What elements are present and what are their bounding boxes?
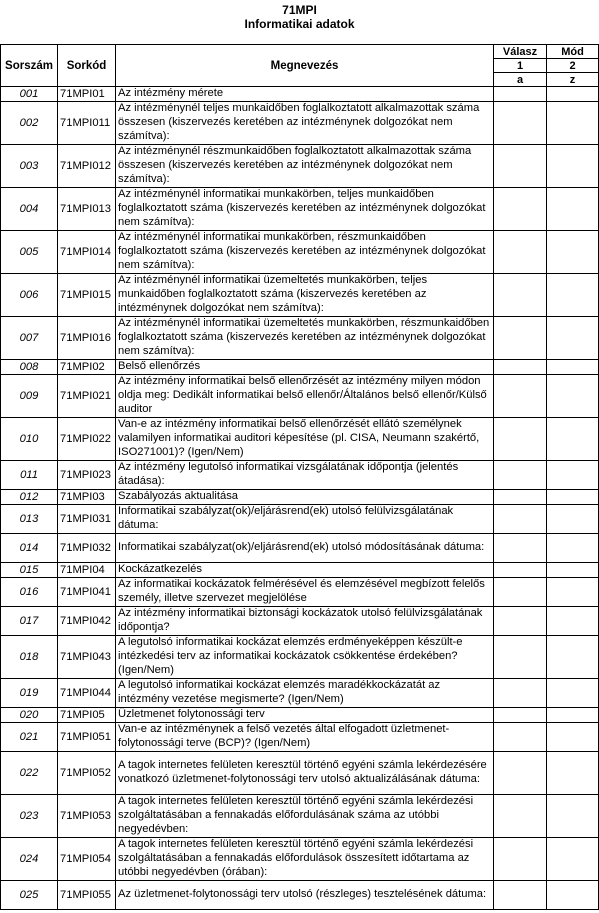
row-index: 018 xyxy=(1,636,58,679)
table-row xyxy=(1,102,599,145)
answer-cell[interactable] xyxy=(494,636,547,679)
row-index: 001 xyxy=(1,87,58,102)
answer-cell[interactable] xyxy=(494,534,547,563)
table-row xyxy=(1,838,599,881)
table-row xyxy=(1,274,599,317)
answer-cell[interactable] xyxy=(494,375,547,418)
row-code: 71MPI016 xyxy=(58,317,116,360)
mode-cell[interactable] xyxy=(547,317,599,360)
row-description: Az üzletmenet-folytonossági terv utolsó (részleges) tesztelésének dátuma: xyxy=(116,881,494,910)
row-code: 71MPI032 xyxy=(58,534,116,563)
row-description: Üzletmenet folytonossági terv xyxy=(116,708,494,723)
row-description: A legutolsó informatikai kockázat elemzés erdményeképpen készült-e intézkedési terv az informatikai kockázatok csökkentése érdekében? (Igen/Nem) xyxy=(116,636,494,679)
table-row xyxy=(1,578,599,607)
row-index: 024 xyxy=(1,838,58,881)
mode-cell[interactable] xyxy=(547,607,599,636)
answer-cell[interactable] xyxy=(494,317,547,360)
col-number-valasz: 1 xyxy=(494,59,547,73)
data-table xyxy=(0,44,599,910)
row-code: 71MPI02 xyxy=(58,360,116,375)
row-index: 020 xyxy=(1,708,58,723)
row-code: 71MPI021 xyxy=(58,375,116,418)
mode-cell[interactable] xyxy=(547,418,599,461)
mode-cell[interactable] xyxy=(547,231,599,274)
answer-cell[interactable] xyxy=(494,607,547,636)
row-description: Szabályozás aktualitása xyxy=(116,490,494,505)
row-index: 016 xyxy=(1,578,58,607)
row-code: 71MPI022 xyxy=(58,418,116,461)
row-index: 007 xyxy=(1,317,58,360)
table-row xyxy=(1,461,599,490)
table-row xyxy=(1,795,599,838)
row-description: A tagok internetes felületen keresztül történő egyéni számla lekérdezésére vonatkozó üzletmenet-folytonossági terv utolsó aktualizálásának dátuma: xyxy=(116,752,494,795)
mode-cell[interactable] xyxy=(547,534,599,563)
row-index: 025 xyxy=(1,881,58,910)
row-description: Kockázatkezelés xyxy=(116,563,494,578)
row-code: 71MPI04 xyxy=(58,563,116,578)
answer-cell[interactable] xyxy=(494,752,547,795)
col-letter-valasz: a xyxy=(494,73,547,87)
row-index: 010 xyxy=(1,418,58,461)
mode-cell[interactable] xyxy=(547,87,599,102)
mode-cell[interactable] xyxy=(547,795,599,838)
answer-cell[interactable] xyxy=(494,490,547,505)
table-row xyxy=(1,607,599,636)
row-index: 013 xyxy=(1,505,58,534)
answer-cell[interactable] xyxy=(494,723,547,752)
row-index: 017 xyxy=(1,607,58,636)
row-code: 71MPI011 xyxy=(58,102,116,145)
table-row xyxy=(1,145,599,188)
answer-cell[interactable] xyxy=(494,461,547,490)
col-header-sorkod: Sorkód xyxy=(58,45,116,87)
answer-cell[interactable] xyxy=(494,188,547,231)
answer-cell[interactable] xyxy=(494,360,547,375)
mode-cell[interactable] xyxy=(547,188,599,231)
row-index: 012 xyxy=(1,490,58,505)
row-description: Az intézménynél teljes munkaidőben foglalkoztatott alkalmazottak száma összesen (kiszervezés keretében az intézménynek dolgozókat nem számítva): xyxy=(116,102,494,145)
row-description: A tagok internetes felületen keresztül történő egyéni számla lekérdezési szolgáltatásában a fennakadás előfordulásának száma az utóbbi negyedévben: xyxy=(116,795,494,838)
col-header-valasz: Válasz xyxy=(494,45,547,59)
row-description: Az intézménynél részmunkaidőben foglalkoztatott alkalmazottak száma összesen (kiszervezés keretében az intézménynek dolgozókat nem számítva): xyxy=(116,145,494,188)
row-index: 003 xyxy=(1,145,58,188)
table-row xyxy=(1,317,599,360)
row-index: 008 xyxy=(1,360,58,375)
table-body xyxy=(1,87,599,910)
row-code: 71MPI015 xyxy=(58,274,116,317)
table-row xyxy=(1,231,599,274)
row-code: 71MPI054 xyxy=(58,838,116,881)
row-description: Van-e az intézménynek a felső vezetés által elfogadott üzletmenet-folytonossági terve (BCP)? (Igen/Nem) xyxy=(116,723,494,752)
row-description: Az intézménynél informatikai munkakörben, részmunkaidőben foglalkoztatott száma (kiszervezés keretében az intézménynek dolgozókat nem számítva): xyxy=(116,231,494,274)
mode-cell[interactable] xyxy=(547,636,599,679)
table-row xyxy=(1,188,599,231)
row-index: 019 xyxy=(1,679,58,708)
mode-cell[interactable] xyxy=(547,838,599,881)
mode-cell[interactable] xyxy=(547,708,599,723)
row-description: Az intézménynél informatikai munkakörben, teljes munkaidőben foglalkoztatott száma (kiszervezés keretében az intézménynek dolgozókat nem számítva): xyxy=(116,188,494,231)
table-row xyxy=(1,490,599,505)
page-header xyxy=(0,0,599,31)
row-description: Informatikai szabályzat(ok)/eljárásrend(ek) utolsó módosításának dátuma: xyxy=(116,534,494,563)
row-code: 71MPI013 xyxy=(58,188,116,231)
row-index: 004 xyxy=(1,188,58,231)
mode-cell[interactable] xyxy=(547,274,599,317)
answer-cell[interactable] xyxy=(494,838,547,881)
row-description: Az intézmény informatikai biztonsági kockázatok utolsó felülvizsgálatának időpontja? xyxy=(116,607,494,636)
answer-cell[interactable] xyxy=(494,563,547,578)
table-row xyxy=(1,534,599,563)
mode-cell[interactable] xyxy=(547,505,599,534)
col-header-sorszam: Sorszám xyxy=(1,45,58,87)
row-code: 71MPI051 xyxy=(58,723,116,752)
mode-cell[interactable] xyxy=(547,578,599,607)
row-code: 71MPI053 xyxy=(58,795,116,838)
row-code: 71MPI055 xyxy=(58,881,116,910)
row-index: 022 xyxy=(1,752,58,795)
row-description: Informatikai szabályzat(ok)/eljárásrend(ek) utolsó felülvizsgálatának dátuma: xyxy=(116,505,494,534)
row-index: 011 xyxy=(1,461,58,490)
row-code: 71MPI023 xyxy=(58,461,116,490)
form-code: 71MPI xyxy=(282,3,317,17)
mode-cell[interactable] xyxy=(547,461,599,490)
table-row xyxy=(1,723,599,752)
row-code: 71MPI041 xyxy=(58,578,116,607)
table-row xyxy=(1,752,599,795)
row-index: 005 xyxy=(1,231,58,274)
answer-cell[interactable] xyxy=(494,708,547,723)
row-index: 015 xyxy=(1,563,58,578)
answer-cell[interactable] xyxy=(494,679,547,708)
mode-cell[interactable] xyxy=(547,679,599,708)
answer-cell[interactable] xyxy=(494,145,547,188)
row-code: 71MPI043 xyxy=(58,636,116,679)
table-row xyxy=(1,636,599,679)
row-index: 002 xyxy=(1,102,58,145)
row-code: 71MPI01 xyxy=(58,87,116,102)
row-code: 71MPI044 xyxy=(58,679,116,708)
answer-cell[interactable] xyxy=(494,102,547,145)
answer-cell[interactable] xyxy=(494,881,547,910)
answer-cell[interactable] xyxy=(494,418,547,461)
table-row xyxy=(1,418,599,461)
answer-cell[interactable] xyxy=(494,274,547,317)
row-index: 021 xyxy=(1,723,58,752)
col-header-mod: Mód xyxy=(547,45,599,59)
answer-cell[interactable] xyxy=(494,505,547,534)
answer-cell[interactable] xyxy=(494,578,547,607)
row-description: Az intézmény legutolsó informatikai vizsgálatának időpontja (jelentés átadása): xyxy=(116,461,494,490)
mode-cell[interactable] xyxy=(547,102,599,145)
mode-cell[interactable] xyxy=(547,490,599,505)
row-description: A tagok internetes felületen keresztül történő egyéni számla lekérdezési szolgáltatásában a fennakadás előfordulások összesített időtartama az utóbbi negyedévben (órában): xyxy=(116,838,494,881)
col-header-megnevezes: Megnevezés xyxy=(116,45,494,87)
row-description: Az intézmény informatikai belső ellenőrzését az intézmény milyen módon oldja meg: Dedikált informatikai belső ellenőr/Általános belső ellenőr/Külső auditor xyxy=(116,375,494,418)
row-description: Az informatikai kockázatok felmérésével és elemzésével megbízott felelős személy, illetve szervezet megjelölése xyxy=(116,578,494,607)
mode-cell[interactable] xyxy=(547,375,599,418)
table-row xyxy=(1,87,599,102)
table-row xyxy=(1,881,599,910)
row-index: 006 xyxy=(1,274,58,317)
row-description: Az intézménynél informatikai üzemeltetés munkakörben, teljes munkaidőben foglalkoztatott száma (kiszervezés keretében az intézménynek dolgozókat nem számítva): xyxy=(116,274,494,317)
mode-cell[interactable] xyxy=(547,881,599,910)
row-description: A legutolsó informatikai kockázat elemzés maradékkockázatát az intézmény vezetése megismerte? (Igen/Nem) xyxy=(116,679,494,708)
mode-cell[interactable] xyxy=(547,145,599,188)
row-code: 71MPI05 xyxy=(58,708,116,723)
row-code: 71MPI014 xyxy=(58,231,116,274)
row-code: 71MPI042 xyxy=(58,607,116,636)
answer-cell[interactable] xyxy=(494,87,547,102)
table-row xyxy=(1,563,599,578)
form-title: Informatikai adatok xyxy=(244,17,355,31)
row-code: 71MPI012 xyxy=(58,145,116,188)
table-row xyxy=(1,375,599,418)
row-description: Az intézménynél informatikai üzemeltetés munkakörben, részmunkaidőben foglalkoztatott száma (kiszervezés keretében az intézménynek dolgozókat nem számítva): xyxy=(116,317,494,360)
mode-cell[interactable] xyxy=(547,723,599,752)
row-index: 014 xyxy=(1,534,58,563)
row-index: 023 xyxy=(1,795,58,838)
col-letter-mod: z xyxy=(547,73,599,87)
row-code: 71MPI03 xyxy=(58,490,116,505)
row-index: 009 xyxy=(1,375,58,418)
table-row xyxy=(1,360,599,375)
row-code: 71MPI031 xyxy=(58,505,116,534)
answer-cell[interactable] xyxy=(494,231,547,274)
answer-cell[interactable] xyxy=(494,795,547,838)
mode-cell[interactable] xyxy=(547,752,599,795)
table-row xyxy=(1,505,599,534)
row-description: Belső ellenőrzés xyxy=(116,360,494,375)
table-row xyxy=(1,708,599,723)
table-row xyxy=(1,679,599,708)
row-description: Az intézmény mérete xyxy=(116,87,494,102)
row-description: Van-e az intézmény informatikai belső ellenőrzését ellátó személynek valamilyen informatikai auditori képesítése (pl. CISA, Neumann szakértő, ISO271001)? (Igen/Nem) xyxy=(116,418,494,461)
mode-cell[interactable] xyxy=(547,563,599,578)
row-code: 71MPI052 xyxy=(58,752,116,795)
col-number-mod: 2 xyxy=(547,59,599,73)
mode-cell[interactable] xyxy=(547,360,599,375)
